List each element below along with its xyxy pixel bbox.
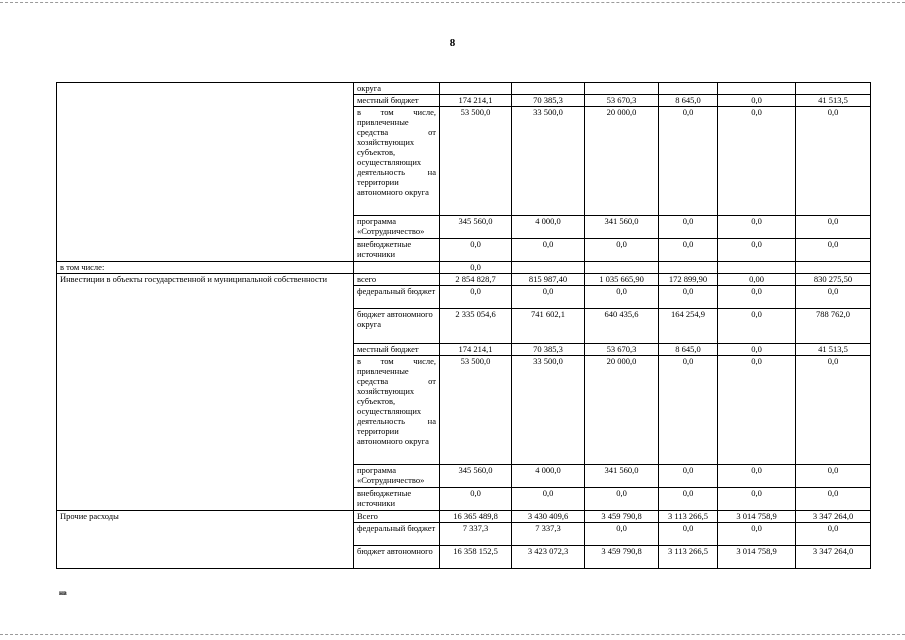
value-cell: 4 000,0 (512, 465, 585, 488)
value-cell: 0,0 (796, 488, 871, 511)
value-cell: 8 645,0 (659, 344, 718, 356)
value-cell: 0,0 (440, 488, 512, 511)
value-cell: 174 214,1 (440, 344, 512, 356)
value-cell: 0,0 (718, 309, 796, 344)
value-cell: 341 560,0 (585, 465, 659, 488)
value-cell (659, 83, 718, 95)
source-cell: всего (354, 274, 440, 286)
value-cell: 164 254,9 (659, 309, 718, 344)
value-cell: 0,0 (659, 107, 718, 216)
footer-mark: нв (59, 589, 67, 597)
source-cell: в том числе, привлеченные средства от хозяйствующих субъектов, осуществляющих деятельность на территории автономного округа (354, 356, 440, 465)
in-that-number-label: в том числе: (57, 262, 354, 274)
value-cell: 0,0 (659, 356, 718, 465)
value-cell (440, 83, 512, 95)
page-number: 8 (449, 37, 456, 49)
empty-cell (512, 262, 585, 274)
value-cell: 0,0 (659, 488, 718, 511)
value-cell: 0,0 (585, 286, 659, 309)
value-cell: 0,0 (718, 286, 796, 309)
value-cell: 0,0 (659, 216, 718, 239)
source-cell: федеральный бюджет (354, 523, 440, 546)
value-cell: 0,0 (659, 465, 718, 488)
value-cell: 341 560,0 (585, 216, 659, 239)
source-cell: бюджет автономного (354, 546, 440, 569)
table-row (57, 83, 871, 95)
value-cell: 3 347 264,0 (796, 546, 871, 569)
value-cell: 3 459 790,8 (585, 546, 659, 569)
value-cell: 0,0 (512, 286, 585, 309)
table-row (57, 274, 871, 286)
value-cell: 1 035 665,90 (585, 274, 659, 286)
value-cell: 4 000,0 (512, 216, 585, 239)
value-cell: 53 500,0 (440, 356, 512, 465)
value-cell: 53 670,3 (585, 344, 659, 356)
category-cell (57, 83, 354, 262)
value-cell: 20 000,0 (585, 356, 659, 465)
value-cell: 345 560,0 (440, 465, 512, 488)
value-cell: 3 014 758,9 (718, 511, 796, 523)
value-cell: 0,0 (718, 239, 796, 262)
value-cell: 3 423 072,3 (512, 546, 585, 569)
value-cell: 53 500,0 (440, 107, 512, 216)
value-cell: 0,0 (440, 286, 512, 309)
value-cell: 0,0 (512, 239, 585, 262)
value-cell: 16 358 152,5 (440, 546, 512, 569)
value-cell: 640 435,6 (585, 309, 659, 344)
source-cell: бюджет автономного округа (354, 309, 440, 344)
category-cell: Прочие расходы (57, 511, 354, 569)
empty-cell (796, 262, 871, 274)
source-cell: федеральный бюджет (354, 286, 440, 309)
value-cell: 0,0 (512, 488, 585, 511)
empty-cell (718, 262, 796, 274)
value-cell (585, 83, 659, 95)
value-cell: 0,0 (659, 523, 718, 546)
value-cell: 3 113 266,5 (659, 511, 718, 523)
value-cell: 41 513,5 (796, 344, 871, 356)
value-cell: 41 513,5 (796, 95, 871, 107)
value-cell: 174 214,1 (440, 95, 512, 107)
value-cell: 70 385,3 (512, 95, 585, 107)
source-cell: программа «Сотрудничество» (354, 216, 440, 239)
value-cell: 741 602,1 (512, 309, 585, 344)
value-cell: 53 670,3 (585, 95, 659, 107)
value-cell: 788 762,0 (796, 309, 871, 344)
value-cell: 0,0 (585, 523, 659, 546)
value-cell: 16 365 489,8 (440, 511, 512, 523)
value-cell: 172 899,90 (659, 274, 718, 286)
value-cell: 0,0 (718, 465, 796, 488)
value-cell (718, 83, 796, 95)
value-cell: 3 430 409,6 (512, 511, 585, 523)
source-cell: программа «Сотрудничество» (354, 465, 440, 488)
value-cell: 830 275,50 (796, 274, 871, 286)
value-cell: 0,0 (585, 239, 659, 262)
value-cell: 0,0 (659, 239, 718, 262)
category-cell: Инвестиции в объекты государственной и муниципальной собственности (57, 274, 354, 511)
value-cell: 0,0 (796, 239, 871, 262)
value-cell: 3 459 790,8 (585, 511, 659, 523)
table-row (57, 511, 871, 523)
empty-cell (585, 262, 659, 274)
value-cell: 3 113 266,5 (659, 546, 718, 569)
value-cell (512, 83, 585, 95)
value-cell: 0,0 (659, 286, 718, 309)
source-cell: местный бюджет (354, 95, 440, 107)
value-cell: 3 014 758,9 (718, 546, 796, 569)
source-cell: в том числе, привлеченные средства от хозяйствующих субъектов, осуществляющих деятельность на территории автономного округа (354, 107, 440, 216)
value-cell: 0,0 (796, 356, 871, 465)
value-cell: 815 987,40 (512, 274, 585, 286)
value-cell: 0,0 (718, 523, 796, 546)
value-cell: 0,0 (796, 286, 871, 309)
value-cell: 3 347 264,0 (796, 511, 871, 523)
source-cell: местный бюджет (354, 344, 440, 356)
empty-cell (354, 262, 440, 274)
value-cell: 33 500,0 (512, 356, 585, 465)
empty-cell (659, 262, 718, 274)
funding-table (56, 82, 871, 569)
value-cell: 7 337,3 (512, 523, 585, 546)
scan-edge-bottom (0, 634, 905, 635)
value-cell: 0,0 (718, 344, 796, 356)
value-cell: 0,0 (440, 239, 512, 262)
value-cell (796, 83, 871, 95)
value-cell: 0,0 (718, 107, 796, 216)
value-cell: 0,0 (718, 356, 796, 465)
value-cell: 0,0 (440, 262, 512, 274)
source-cell: Всего (354, 511, 440, 523)
value-cell: 0,0 (585, 488, 659, 511)
value-cell: 2 854 828,7 (440, 274, 512, 286)
value-cell: 0,0 (796, 216, 871, 239)
value-cell: 345 560,0 (440, 216, 512, 239)
value-cell: 70 385,3 (512, 344, 585, 356)
value-cell: 0,0 (718, 95, 796, 107)
table-row (57, 262, 871, 274)
value-cell: 20 000,0 (585, 107, 659, 216)
value-cell: 0,0 (718, 488, 796, 511)
value-cell: 0,0 (796, 523, 871, 546)
value-cell: 2 335 054,6 (440, 309, 512, 344)
source-cell: внебюджетные источники (354, 488, 440, 511)
value-cell: 7 337,3 (440, 523, 512, 546)
value-cell: 0,0 (796, 465, 871, 488)
source-cell: округа (354, 83, 440, 95)
source-cell: внебюджетные источники (354, 239, 440, 262)
value-cell: 0,0 (796, 107, 871, 216)
value-cell: 0,00 (718, 274, 796, 286)
value-cell: 8 645,0 (659, 95, 718, 107)
scan-edge-top (0, 2, 905, 3)
value-cell: 33 500,0 (512, 107, 585, 216)
value-cell: 0,0 (718, 216, 796, 239)
